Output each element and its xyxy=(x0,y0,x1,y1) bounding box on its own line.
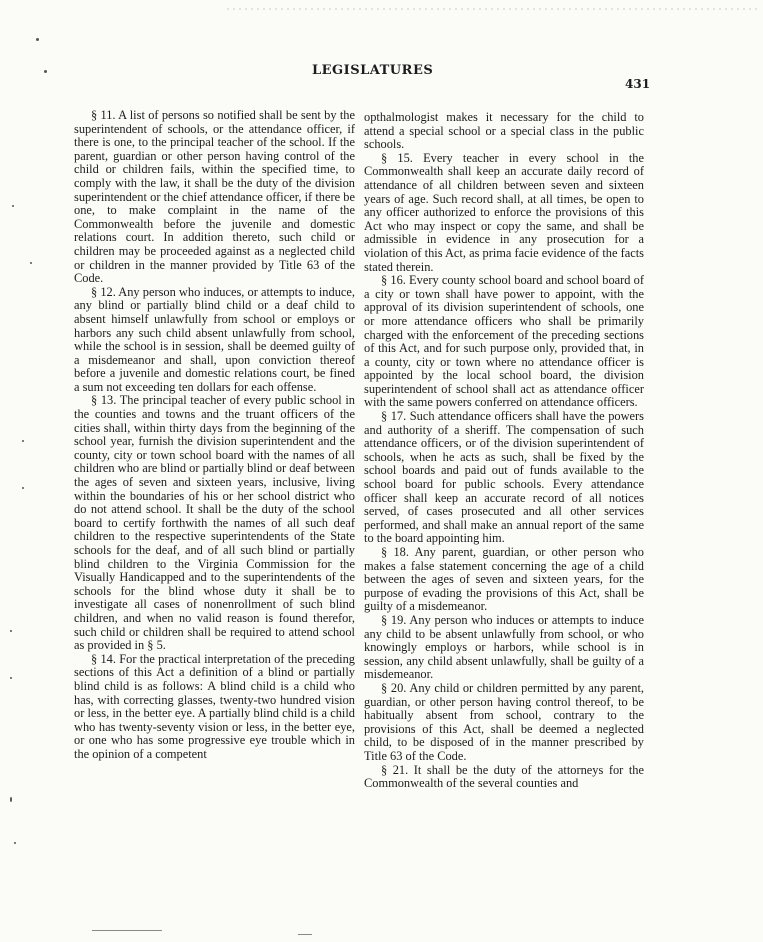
running-title: LEGISLATURES xyxy=(312,63,434,78)
section-14-continuation: opthalmologist makes it necessary for the child to attend a special school or a special class in the public schools. xyxy=(364,110,644,152)
section-19: § 19. Any person who induces or attempts to induce any child to be absent unlawfully from school, or who knowingly employs or harbors, while school is in session, any child absent unlawfully, shall be guilty of a misdemeanor. xyxy=(364,612,644,682)
section-13: § 13. The principal teacher of every public school in the counties and towns and the truant officers of the cities shall, within thirty days from the beginning of the school year, furnish the division superintendent and the county, city or town school board with the names of all children who are blind or partially blind or deaf between the ages of seven and sixteen years, inclusive, living within the boundaries of his or her school district who do not attend school. It shall be the duty of the school board to certify forthwith the names of all such deaf children to the respective superintendents of the State schools for the deaf, and of all such blind or partially blind children to the Virginia Commission for the Visually Handicapped and to the superintendents of the schools for the blind whose duty it shall be to investigate all cases of nonenrollment of such blind children, and when no valid reason is found therefor, such child or children shall be required to attend school as provided in § 5. xyxy=(74,393,355,653)
scan-speck xyxy=(36,38,39,41)
section-21: § 21. It shall be the duty of the attorneys for the Commonwealth of the several counties and xyxy=(364,762,644,791)
section-12: § 12. Any person who induces, or attempts to induce, any blind or partially blind child or a deaf child to absent himself unlawfully from school or employs or harbors any such child absent unlawfully from school, while the school is in session, shall be deemed guilty of a misdemeanor and shall, upon conviction thereof before a juvenile and domestic relations court, be fined a sum not exceeding ten dollars for each offense. xyxy=(74,284,355,394)
page-number: 431 xyxy=(625,77,651,91)
scan-speck xyxy=(10,630,12,632)
section-17: § 17. Such attendance officers shall have the powers and authority of a sheriff. The compensation of such attendance officers, or of the division superintendent of schools, when he acts as such, shall be fixed by the school boards and paid out of funds available to the school board for public schools. Every attendance officer shall keep an accurate record of all notices served, of cases prosecuted and all other services performed, and shall make an annual report of the same to the board appointing him. xyxy=(364,409,644,546)
scan-speck xyxy=(10,797,12,802)
left-column xyxy=(74,109,355,762)
section-11: § 11. A list of persons so notified shall be sent by the superintendent of schools, or the attendance officer, if there is one, to the principal teacher of the school. If the parent, guardian or other person having control of the child or children fails, within the specified time, to comply with the law, it shall be the duty of the division superintendent or the chief attendance officer, if there be one, to make complaint in the name of the Commonwealth before the juvenile and domestic relations court. In addition thereto, such child or children may be proceeded against as a neglected child or children in the manner provided by Title 63 of the Code. xyxy=(74,108,355,286)
scan-speck xyxy=(44,70,47,73)
scan-speck xyxy=(12,205,14,207)
scan-line xyxy=(298,934,312,935)
scan-speck xyxy=(14,842,16,844)
section-14: § 14. For the practical interpretation of the preceding sections of this Act a definition of a blind or partially blind child is as follows: A blind child is a child who has, with correcting glasses, twenty-two hundred vision or less, in the better eye. A partially blind child is a child who has twenty-seventy vision or less, in the better eye, or one who has some progressive eye trouble which in the opinion of a competent xyxy=(74,651,355,761)
scan-speck xyxy=(10,677,12,679)
section-18: § 18. Any parent, guardian, or other person who makes a false statement concerning the age of a child between the ages of seven and sixteen years, for the purpose of evading the provisions of this Act, shall be guilty of a misdemeanor. xyxy=(364,545,644,614)
section-15: § 15. Every teacher in every school in the Commonwealth shall keep an accurate daily record of attendance of all children between seven and sixteen years of age. Such record shall, at all times, be open to any officer authorized to enforce the provisions of this Act who may inspect or copy the same, and shall be admissible in evidence in any prosecution for a violation of this Act, as prima facie evidence of the facts stated therein. xyxy=(364,150,644,274)
scan-line xyxy=(92,930,162,931)
section-16: § 16. Every county school board and school board of a city or town shall have power to appoint, with the approval of its division superintendent of schools, one or more attendance officers who shall be primarily charged with the enforcement of the preceding sections of this Act, and for such purpose only, provided that, in a county, city or town where no attendance officer is appointed by the local school board, the division superintendent of school shall act as attendance officer with the same powers conferred on attendance officers. xyxy=(364,273,644,410)
section-20: § 20. Any child or children permitted by any parent, guardian, or other person having control thereof, to be habitually absent from school, contrary to the provisions of this Act, shall be deemed a neglected child, to be disposed of in the manner prescribed by Title 63 of the Code. xyxy=(364,680,644,763)
scan-edge-dots xyxy=(225,8,760,10)
scan-speck xyxy=(30,262,32,264)
scan-speck xyxy=(22,487,24,489)
right-column xyxy=(364,111,644,791)
scan-speck xyxy=(22,440,24,442)
